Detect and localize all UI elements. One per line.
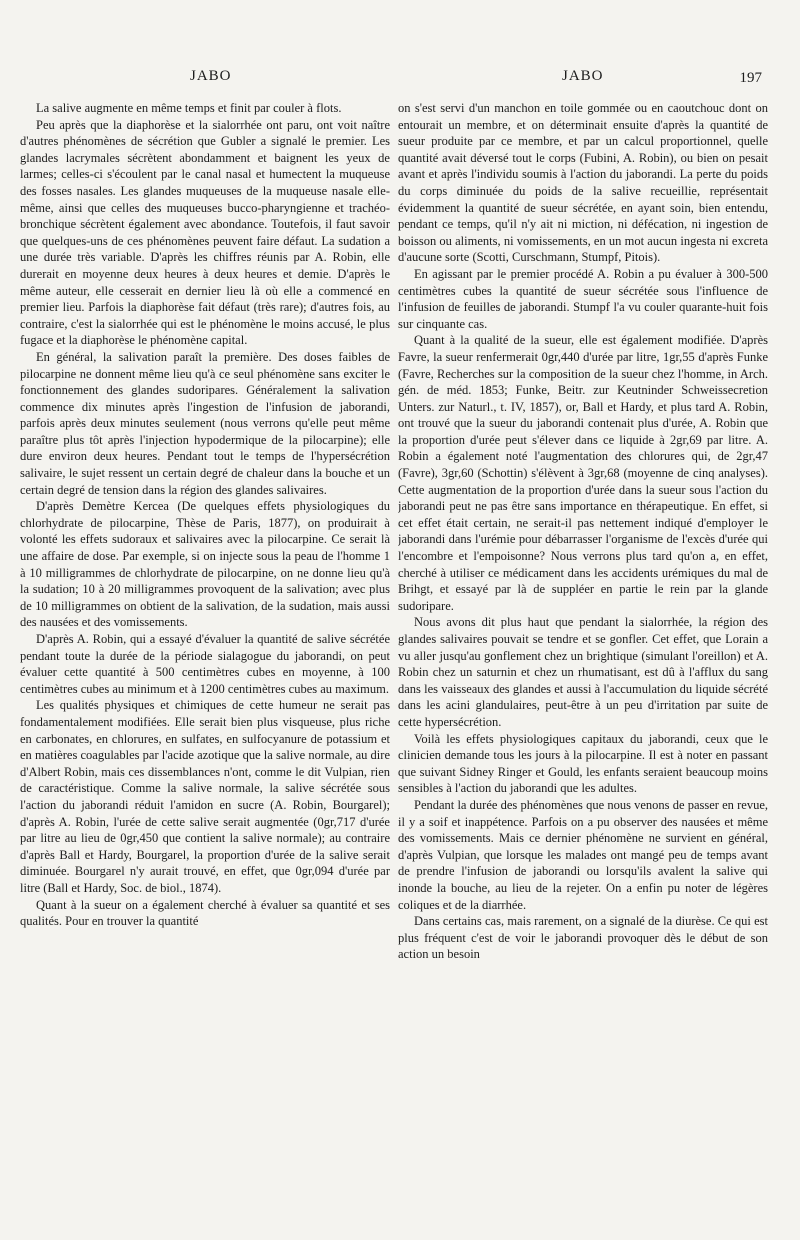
- paragraph: D'après A. Robin, qui a essayé d'évaluer la quantité de salive sécrétée pendant toute la durée de la période sialagogue du jaborandi, on peut évaluer cette quantité à 500 centimètres cubes en moyenne, à 100 centimètres cubes au minimum et à 1200 centimètres cubes au maximum.: [20, 632, 390, 696]
- right-column: [398, 100, 768, 1200]
- running-head-right: JABO: [562, 68, 604, 84]
- left-column: [20, 100, 390, 1200]
- paragraph: Dans certains cas, mais rarement, on a signalé de la diurèse. Ce qui est plus fréquent c'est de voir le jaborandi provoquer dès le début de son action un besoin: [398, 914, 768, 962]
- paragraph: Voilà les effets physiologiques capitaux du jaborandi, ceux que le clinicien demande tous les jours à la pilocarpine. Il est à noter en passant que suivant Sidney Ringer et Gould, les enfants seraient beaucoup moins sensibles à l'action du jaborandi que les adultes.: [398, 731, 768, 796]
- paragraph: Peu après que la diaphorèse et la sialorrhée ont paru, ont voit naître d'autres phénomènes de sécrétion que Gubler a signalé le premier. Les glandes lacrymales sécrètent abondamment et baignent les yeux de larmes; celles-ci s'écoulent par le canal nasal et humectent la muqueuse des fosses nasales. Les glandes muqueuses de la muqueuse nasale elle-même, ainsi que celles des muqueuses bucco-pharyngienne et trachéo-bronchique sécrètent également avec abondance. Toutefois, il faut savoir que quelques-uns de ces phénomènes peuvent faire défaut. La sudation a une durée très variable. D'après les chiffres réunis par A. Robin, elle durerait en moyenne deux heures à deux heures et demie. D'après le même auteur, elle cesserait en dernier lieu là où elle a commencé en premier lieu. Parfois la diaphorèse fait défaut (très rare); d'autres fois, au contraire, c'est la sialorrhée qui est le phénomène le moins accusé, le plus fugace et la diaphorèse le phénomène capital.: [20, 117, 390, 348]
- paragraph: on s'est servi d'un manchon en toile gommée ou en caoutchouc dont on entourait un membre, et on déterminait ensuite d'après la quantité de sueur produite par ce membre, et par un calcul proportionnel, quelle quantité avait déversé tout le corps (Fubini, A. Robin), ou bien on pesait avant et après l'individu soumis à l'action du jaborandi. La perte du poids du corps diminuée du poids de la salive recueillie, représentait évidemment la quantité de sueur sécrétée, en ayant soin, bien entendu, pendant ce temps, qu'il n'y ait ni miction, ni défécation, ni ingestion de boisson ou aliments, ni vomissements, en un mot aucun ingesta ni excreta d'aucune sorte (Scotti, Curschmann, Stumpf, Pitois).: [398, 101, 768, 265]
- running-head-left: JABO: [190, 68, 232, 84]
- paragraph: Quant à la sueur on a également cherché à évaluer sa quantité et ses qualités. Pour en trouver la quantité: [20, 897, 390, 929]
- paragraph: D'après Demètre Kercea (De quelques effets physiologiques du chlorhydrate de pilocarpine, Thèse de Paris, 1877), on produirait à volonté les effets sudoraux et salivaires avec la pilocarpine. Ce serait là une affaire de dose. Par exemple, si on injecte sous la peau de l'homme 1 à 10 milligrammes de chlorhydrate de pilocarpine, on ne donne lieu qu'à la sudation; 10 à 20 milligrammes provoquent de la salivation; avec plus de 10 milligrammes on obtient de la salivation, de la sudation, mais aussi des nausées et des vomissements.: [20, 499, 390, 630]
- paragraph: Quant à la qualité de la sueur, elle est également modifiée. D'après Favre, la sueur renfermerait 0gr,440 d'urée par litre, 1gr,55 d'après Funke (Favre, Recherches sur la composition de la sueur chez l'homme, in Arch. gén. de méd. 1853; Funke, Beitr. zur Keutninder Schweissecretion Unters. zur Naturl., t. IV, 1857), or, Ball et Hardy, et plus tard A. Robin, ont trouvé que la sueur du jaborandi contenait plus d'urée, A. Robin que la proportion d'urée peut s'élever dans ce liquide à 2gr,69 par litre. A. Robin a également noté l'augmentation des chlorures qui, de 2gr,47 (Favre), 3gr,60 (Schottin) s'élèvent à 3gr,68 (moyenne de cinq analyses). Cette augmentation de la proportion d'urée dans la sueur sous l'action du jaborandi peut ne pas être sans importance en thérapeutique. En effet, si cet effet était certain, ne serait-il pas nettement indiqué d'employer le jaborandi dans l'urémie pour débarrasser l'organisme de l'excès d'urée qui l'encombre et l'empoisonne? Nous verrons plus tard qu'on a, en effet, cherché à utiliser ce médicament dans les accidents urémiques du mal de Brihgt, et essayé par là de suppléer en partie le rein par la glande sudoripare.: [398, 333, 768, 613]
- paragraph: Pendant la durée des phénomènes que nous venons de passer en revue, il y a soif et inappétence. Parfois on a pu observer des nausées et même des vomissements. Mais ce dernier phénomène ne survient en général, d'après Vulpian, que lorsque les malades ont mangé peu de temps avant de prendre l'infusion de jaborandi ou lorsqu'ils avalent la salive qui inonde la bouche, au lieu de la rejeter. On a enfin pu noter de légères coliques et de la diarrhée.: [398, 797, 768, 912]
- paragraph: Nous avons dit plus haut que pendant la sialorrhée, la région des glandes salivaires pouvait se tendre et se gonfler. Cet effet, que Lorain a vu aller jusqu'au gonflement chez un brightique (simulant l'oreillon) et A. Robin chez un saturnin et chez un rhumatisant, est dû à l'afflux du sang dans les vaisseaux des glandes et aussi à l'accumulation du liquide sécrété dans les acini glandulaires, peut-être à un peu d'irritation par suite de cette hypersécrétion.: [398, 615, 768, 729]
- page-number: 197: [739, 70, 762, 86]
- paragraph: En général, la salivation paraît la première. Des doses faibles de pilocarpine ne donnent même lieu qu'à ce seul phénomène sans exciter le fonctionnement des glandes sudoripares. Généralement la salivation commence dix minutes après l'ingestion de l'infusion de jaborandi, parfois après deux minutes seulement (nous verrons qu'elle peut même paraître plus tôt après l'injection hypodermique de la pilocarpine); elle dure environ deux heures. Pendant tout le temps de l'hypersécrétion salivaire, le sujet ressent un certain degré de chaleur dans la bouche et un certain degré de tension dans la région des glandes salivaires.: [20, 349, 390, 497]
- paragraph: Les qualités physiques et chimiques de cette humeur ne serait pas fondamentalement modifiées. Elle serait bien plus visqueuse, plus riche en carbonates, en chlorures, en sulfates, en sulfocyanure de potassium et en matières coagulables par l'acide azotique que la salive normale, au dire d'Albert Robin, mais ces dissemblances n'ont, comme le dit Vulpian, rien de caractéristique. Comme la salive normale, la salive sécrétée sous l'action du jaborandi réduit l'amidon en sucre (A. Robin, Bourgarel); d'après A. Robin, l'urée de cette salive serait augmentée (0gr,717 d'urée par litre au lieu de 0gr,450 que contient la salive normale); au contraire d'après Ball et Hardy, Bourgarel, la proportion d'urée de la salive serait diminuée. Bourgarel n'y aurait trouvé, en effet, que 0gr,094 d'urée par litre (Ball et Hardy, Soc. de biol., 1874).: [20, 698, 390, 895]
- paragraph: La salive augmente en même temps et finit par couler à flots.: [36, 101, 342, 115]
- paragraph: En agissant par le premier procédé A. Robin a pu évaluer à 300-500 centimètres cubes la quantité de sueur sécrétée sous l'influence de l'infusion de feuilles de jaborandi. Stumpf l'a vu couler quarante-huit fois sur cinquante cas.: [398, 266, 768, 331]
